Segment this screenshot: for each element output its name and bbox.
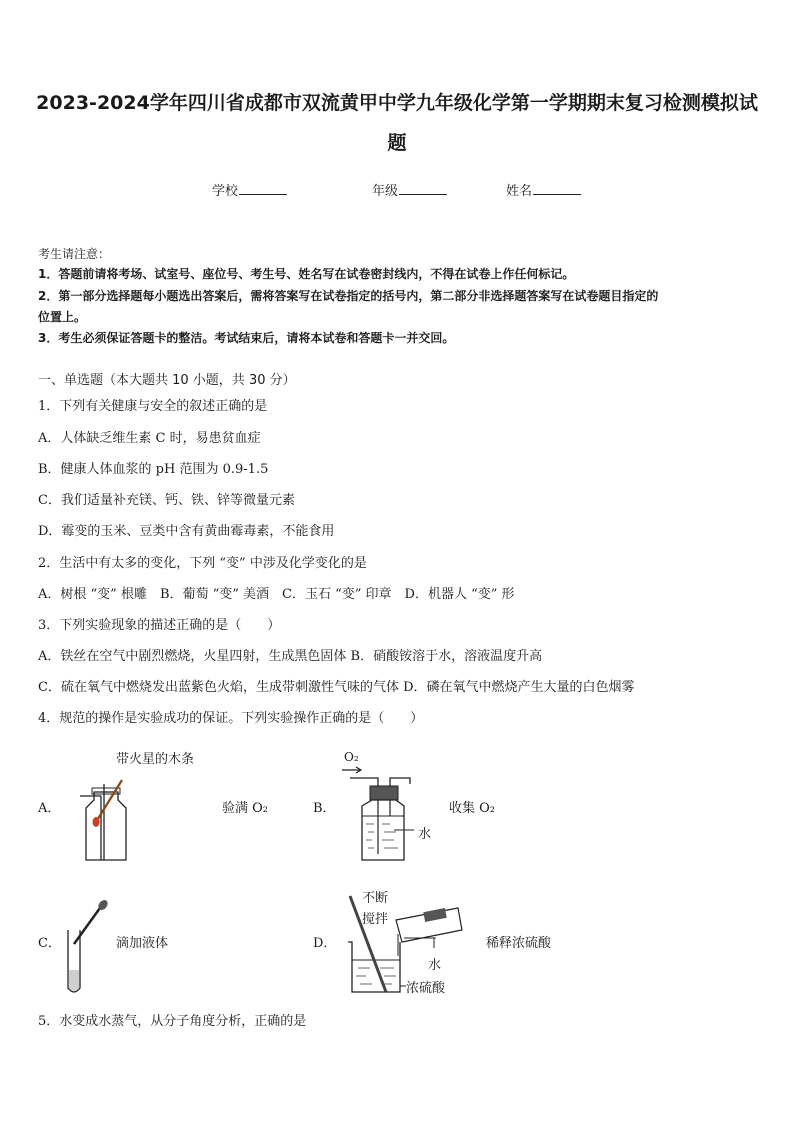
q4-stem: 4．规范的操作是实验成功的保证。下列实验操作正确的是（ ） [38,711,424,726]
name-field [506,180,581,199]
q4-d-water-label: 水 [428,958,442,973]
q1-option-c: C．我们适量补充镁、钙、铁、锌等微量元素 [38,493,295,508]
grade-field [372,180,447,199]
q2-stem: 2．生活中有太多的变化，下列 “变” 中涉及化学变化的是 [38,556,367,571]
q4-b-letter: B． [313,801,336,816]
q4-d-acid-label: 浓硫酸 [406,981,446,996]
name-blank [533,182,581,195]
q4-a-letter: A． [38,801,61,816]
q4-b-caption: 收集 O₂ [449,801,496,816]
q1-stem: 1．下列有关健康与安全的叙述正确的是 [38,399,268,414]
grade-blank [399,182,447,195]
q4-d-stir-label-2: 搅拌 [362,912,389,927]
q1-option-b: B．健康人体血浆的 pH 范围为 0.9-1.5 [38,462,269,477]
school-blank [239,182,287,195]
notice-item-1: 1．答题前请将考场、试室号、座位号、考生号、姓名写在试卷密封线内，不得在试卷上作任何标记。 [38,267,575,281]
q4-b-gas-label: O₂ [344,750,359,764]
dropper-test-tube-figure [60,896,120,1000]
q1-option-d: D．霉变的玉米、豆类中含有黄曲霉毒素，不能食用 [38,524,335,539]
q3-options-cd: C．硫在氧气中燃烧发出蓝紫色火焰，生成带刺激性气味的气体 D．磷在氧气中燃烧产生大量的白色烟雾 [38,680,635,695]
q3-options-ab: A．铁丝在空气中剧烈燃烧，火星四射，生成黑色固体 B．硝酸铵溶于水，溶液温度升高 [38,649,543,664]
q4-b-water-label: 水 [418,827,432,842]
q4-c-letter: C． [38,936,61,951]
school-label: 学校 [212,184,239,199]
notice-heading: 考生请注意： [38,247,111,261]
section-heading: 一、单选题（本大题共 10 小题，共 30 分） [38,373,296,388]
q4-d-caption: 稀释浓硫酸 [486,936,552,951]
q4-a-splint-label: 带火星的木条 [116,752,195,767]
q2-options: A．树根 “变” 根雕 B．葡萄 “变” 美酒 C．玉石 “变” 印章 D．机器人 “变” 形 [38,587,515,602]
name-label: 姓名 [506,184,533,199]
exam-title-line1: 2023-2024学年四川省成都市双流黄甲中学九年级化学第一学期期末复习检测模拟试 [36,92,758,114]
notice-item-2-cont: 位置上。 [38,310,87,324]
q4-c-caption: 滴加液体 [116,936,169,951]
collect-oxygen-figure [338,766,438,866]
q4-a-caption: 验满 O₂ [222,801,269,816]
q4-d-letter: D． [313,936,337,951]
grade-label: 年级 [372,184,399,199]
exam-title-line2: 题 [387,132,407,154]
notice-item-3: 3．考生必须保证答题卡的整洁。考试结束后，请将本试卷和答题卡一并交回。 [38,331,455,345]
q3-stem: 3．下列实验现象的描述正确的是（ ） [38,618,281,633]
q1-option-a: A．人体缺乏维生素 C 时，易患贫血症 [38,431,261,446]
q5-stem: 5．水变成水蒸气，从分子角度分析，正确的是 [38,1014,307,1029]
notice-item-2: 2．第一部分选择题每小题选出答案后，需将答案写在试卷指定的括号内，第二部分非选择题答案写在试卷题目指定的 [38,289,659,303]
school-field [212,180,287,199]
q4-d-stir-label-1: 不断 [362,891,389,906]
gas-bottle-splint-figure [70,772,140,864]
